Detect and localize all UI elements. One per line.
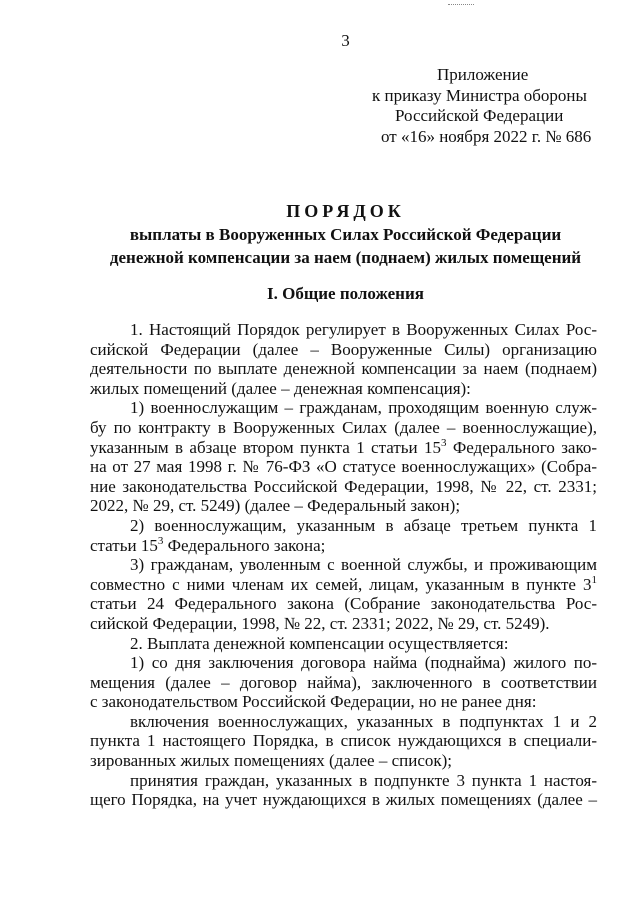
title-line-3: денежной компенсации за наем (поднаем) жилых помещений xyxy=(109,248,582,267)
text-line xyxy=(90,438,597,458)
appendix-country: Российской Федерации xyxy=(395,106,564,125)
text-line: 1. Настоящий Порядок регулирует в Вооруженных Силах Рос- xyxy=(130,320,597,339)
text-line: статьи 24 Федерального закона (Собрание законодательства Рос- xyxy=(90,594,597,614)
page-number: 3 xyxy=(341,31,350,50)
text-segment: Федерального зако- xyxy=(446,437,598,457)
text-line: включения военнослужащих, указанных в подпунктах 1 и 2 xyxy=(130,711,597,731)
superscript: 3 xyxy=(440,436,447,449)
appendix-order-ref: к приказу Министра обороны xyxy=(372,85,587,105)
appendix-label: Приложение xyxy=(437,65,529,84)
text-line: сийской Федерации (далее – Вооруженные Силы) организацию xyxy=(90,339,597,359)
text-line: 2022, № 29, ст. 5249) (далее – Федеральный закон); xyxy=(90,496,461,516)
text-line: 2) военнослужащим, указанным в абзаце третьем пункта 1 xyxy=(130,515,597,535)
text-line: 1) военнослужащим – гражданам, проходящим военную служ- xyxy=(130,398,597,418)
text-line: деятельности по выплате денежной компенсации за наем (поднаем) xyxy=(90,359,597,379)
appendix-block xyxy=(355,65,605,147)
scan-artifact-mark xyxy=(448,4,474,7)
title-line-2: выплаты в Вооруженных Силах Российской Федерации xyxy=(129,225,562,244)
title-main: ПОРЯДОК xyxy=(286,201,405,221)
text-line: жилых помещений (далее – денежная компенсация): xyxy=(90,378,471,398)
appendix-date: от «16» ноября 2022 г. № 686 xyxy=(381,126,592,146)
text-line: бу по контракту в Вооруженных Силах (далее – военнослужащие), xyxy=(90,417,597,437)
body-text xyxy=(90,320,597,810)
text-line xyxy=(90,536,597,556)
text-line: сийской Федерации, 1998, № 22, ст. 2331; 2022, № 29, ст. 5249). xyxy=(90,613,550,633)
text-line: щего Порядка, на учет нуждающихся в жилых помещениях (далее – xyxy=(90,790,597,810)
text-line: пункта 1 настоящего Порядка, в список нуждающихся в специали- xyxy=(90,731,597,751)
text-line: принятия граждан, указанных в подпункте 3 пункта 1 настоя- xyxy=(130,770,597,790)
document-title xyxy=(40,200,640,269)
text-line: ние законодательства Российской Федерации, 1998, № 22, ст. 2331; xyxy=(90,476,597,496)
text-line: с законодательством Российской Федерации, но не ранее дня: xyxy=(90,692,537,712)
text-line: мещения (далее – договор найма), заключенного в соответствии xyxy=(90,672,597,692)
text-segment: Федерального закона; xyxy=(163,535,326,555)
text-segment: совместно с ними членам их семей, лицам, указанным в пункте 3 xyxy=(90,574,592,594)
superscript: 3 xyxy=(157,534,164,547)
superscript: 1 xyxy=(591,573,597,586)
section-heading: I. Общие положения xyxy=(267,284,424,303)
text-line: на от 27 мая 1998 г. № 76-ФЗ «О статусе военнослужащих» (Собра- xyxy=(90,457,597,477)
text-line: 2. Выплата денежной компенсации осуществляется: xyxy=(130,633,509,653)
text-line: 1) со дня заключения договора найма (поднайма) жилого по- xyxy=(130,653,597,673)
text-segment: указанным в абзаце втором пункта 1 статьи 15 xyxy=(90,437,441,457)
text-line: зированных жилых помещениях (далее – список); xyxy=(90,751,453,771)
text-line: 3) гражданам, уволенным с военной службы, и проживающим xyxy=(130,555,597,575)
text-segment: статьи 15 xyxy=(90,535,158,555)
text-line xyxy=(90,575,597,595)
